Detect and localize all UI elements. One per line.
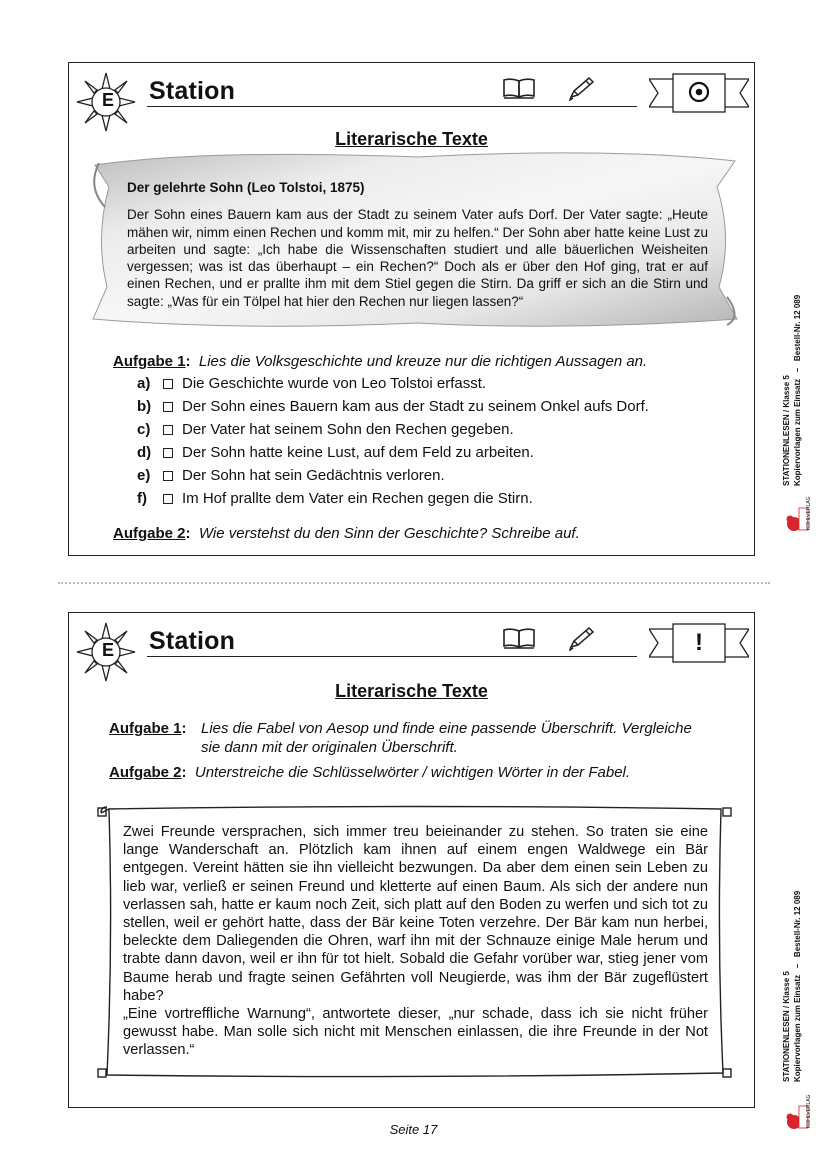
badge-letter: E	[101, 640, 114, 660]
fable-text	[123, 823, 708, 1060]
task-2-label: Aufgabe 2	[109, 764, 182, 781]
option-e[interactable]: e) Der Sohn hat sein Gedächtnis verloren.	[137, 467, 445, 484]
task-1-text: Lies die Volksgeschichte und kreuze nur die richtigen Aussagen an.	[198, 353, 648, 370]
pencil-icon	[567, 75, 597, 101]
task-1-text-line-2: sie dann mit der originalen Überschrift.	[201, 739, 458, 756]
story-heading: Der gelehrte Sohn (Leo Tolstoi, 1875)	[127, 180, 365, 195]
option-d[interactable]: d) Der Sohn hatte keine Lust, auf dem Feld zu arbeiten.	[137, 444, 534, 461]
checkbox[interactable]	[163, 494, 173, 504]
book-icon	[502, 627, 536, 649]
task-2: Aufgabe 2: Wie verstehst du den Sinn der Geschichte? Schreibe auf.	[113, 525, 580, 542]
task-1-label: Aufgabe 1	[109, 720, 182, 737]
task-1: Aufgabe 1: Lies die Volksgeschichte und kreuze nur die richtigen Aussagen an.	[113, 353, 648, 370]
task-2-label: Aufgabe 2	[113, 525, 186, 542]
checkbox[interactable]	[163, 471, 173, 481]
station-title: Station	[149, 77, 236, 105]
checkbox[interactable]	[163, 425, 173, 435]
header-divider	[147, 656, 637, 657]
option-c[interactable]: c) Der Vater hat seinem Sohn den Rechen gegeben.	[137, 421, 514, 438]
fable-paragraph-1: Zwei Freunde versprachen, sich immer treu beieinander zu stehen. So traten sie eine lange Wanderschaft an. Plötzlich kam ihnen auf einem engen Waldwege ein Bär entgegen. Vereint hätten sie ihn vielleicht bezwungen. Da aber dem einen sein Leben zu lieb war, verließ er seinen Freund und kletterte auf einen Baum. Als sich der andere nun verlassen sah, hatte er kaum noch Zeit, sich platt auf den Boden zu werfen und sich tot zu stellen, weil er gehört hatte, dass der Bär keine Toten verzehre. Der Bär kam nun herbei, beleckte dem Daliegenden die Ohren, warf ihn mit der Schnauze einige Male herum und trabte dann davon, weil er ihn für tot hielt. Sobald die Gefahr vorüber war, stieg jener vom Baume herab und fragte seinen Gefährten voll Neugierde, was ihm der Bär zugeflüstert habe?	[123, 824, 708, 1004]
exclamation-icon: !	[695, 628, 703, 656]
story-block	[127, 179, 708, 310]
checkbox[interactable]	[163, 402, 173, 412]
task-1-label: Aufgabe 1	[113, 353, 186, 370]
station-card-2	[68, 612, 755, 1108]
task-1: Aufgabe 1:	[109, 720, 187, 737]
badge-letter: E	[101, 90, 114, 110]
header-divider	[147, 106, 637, 107]
fable-paragraph-2: „Eine vortreffliche Warnung“, antwortete dieser, „nur schade, dass ich sie nicht früher gewusst habe. Man solle sich nicht mit Menschen einlassen, die ihre Freunde in der Not verlassen.“	[123, 1006, 708, 1059]
station-title: Station	[149, 627, 236, 655]
option-a[interactable]: a) Die Geschichte wurde von Leo Tolstoi erfasst.	[137, 375, 487, 392]
checkbox[interactable]	[163, 379, 173, 389]
logo-text: KOHLVERLAG	[806, 496, 812, 530]
task-1-text-line-1: Lies die Fabel von Aesop und finde eine passende Überschrift. Vergleiche	[201, 720, 692, 737]
section-title: Literarische Texte	[335, 681, 488, 701]
page-number: Seite 17	[389, 1122, 438, 1137]
task-2-text: Unterstreiche die Schlüsselwörter / wichtigen Wörter in der Fabel.	[194, 764, 631, 781]
task-2: Aufgabe 2: Unterstreiche die Schlüsselwörter / wichtigen Wörter in der Fabel.	[109, 764, 631, 781]
story-text: Der Sohn eines Bauern kam aus der Stadt zu seinem Vater aufs Dorf. Der Vater sagte: „Heute mähen wir, nimm einen Rechen und komm mit, mir zu helfen.“ Der Sohn aber hatte keine Lust zu arbeiten und sagte: „Ich habe die Wissenschaften studiert und alle bäuerlichen Weisheiten vergessen; was ist das überhaupt – ein Rechen?“ Doch als er über den Hof ging, trat er auf einen Rechen, und er prallte ihm mit dem Stiel gegen die Stirn. Da griff er sich an die Stirn und sagte: „Was für ein Tölpel hat hier den Rechen nur liegen lassen?“	[127, 207, 708, 309]
book-icon	[502, 77, 536, 99]
section-title: Literarische Texte	[335, 129, 488, 149]
cut-line-divider	[58, 582, 770, 584]
logo-text: KOHLVERLAG	[806, 1094, 812, 1128]
target-icon	[687, 80, 711, 104]
task-2-text: Wie verstehst du den Sinn der Geschichte? Schreibe auf.	[198, 525, 580, 542]
station-card-1	[68, 62, 755, 556]
pencil-icon	[567, 625, 597, 651]
option-f[interactable]: f) Im Hof prallte dem Vater ein Rechen gegen die Stirn.	[137, 490, 533, 507]
checkbox[interactable]	[163, 448, 173, 458]
option-b[interactable]: b) Der Sohn eines Bauern kam aus der Stadt zu seinem Onkel aufs Dorf.	[137, 398, 649, 415]
